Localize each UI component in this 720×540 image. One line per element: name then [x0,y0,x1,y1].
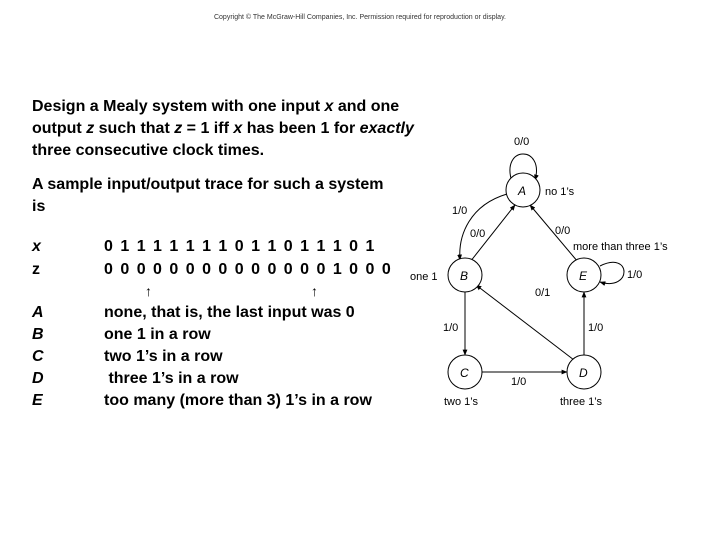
label-a-self: 0/0 [514,136,530,148]
state-key-e: E [32,392,43,409]
node-c-label: C [460,366,469,380]
note-e: more than three 1’s [573,241,668,253]
label-c-to-d: 1/0 [511,376,527,388]
state-key-b: B [32,326,44,343]
state-key-a: A [32,304,44,321]
label-b-to-a: 0/0 [470,228,486,240]
edge-a-to-b [460,194,507,260]
trace-x-label: x [32,238,41,255]
node-b-label: B [460,269,469,283]
edge-e-to-a [530,205,578,262]
label-e-self: 1/0 [627,269,643,281]
note-a: no 1’s [545,186,575,198]
sample-intro: A sample input/output trace for such a system is [32,176,384,215]
label-d-to-e: 1/0 [588,322,604,334]
state-key-c: C [32,348,44,365]
state-meaning-b: one 1 in a row [104,326,211,343]
trace-arrow-1: ↑ [145,283,152,299]
note-c: two 1’s [444,396,479,408]
note-b: one 1 [410,271,438,283]
state-key-d: D [32,370,44,387]
edge-d-to-b [476,285,574,360]
node-d-label: D [579,366,588,380]
edge-e-self [600,262,624,283]
state-meaning-c: two 1’s in a row [104,348,223,365]
label-d-to-b: 0/1 [535,287,551,299]
node-e-label: E [579,269,588,283]
label-a-to-b: 1/0 [452,205,468,217]
label-b-to-c: 1/0 [443,322,459,334]
trace-z-values: 0 0 0 0 0 0 0 0 0 0 0 0 0 0 1 0 0 0 [104,261,393,278]
state-meaning-a: none, that is, the last input was 0 [104,304,355,321]
label-e-to-a: 0/0 [555,225,571,237]
problem-description: Design a Mealy system with one input x and one output z such that z = 1 iff x has been 1 for exactly three consecutive clock times. [32,98,414,159]
state-meaning-e: too many (more than 3) 1’s in a row [104,392,372,409]
note-d: three 1’s [560,396,602,408]
trace-z-label: z [32,261,40,278]
trace-x-values: 0 1 1 1 1 1 1 1 0 1 1 0 1 1 1 0 1 [104,238,376,255]
state-meaning-d: three 1’s in a row [104,370,239,387]
copyright-notice: Copyright © The McGraw-Hill Companies, Inc. Permission required for reproduction or display. [213,14,506,21]
node-a-label: A [518,184,527,198]
trace-arrow-2: ↑ [311,283,318,299]
